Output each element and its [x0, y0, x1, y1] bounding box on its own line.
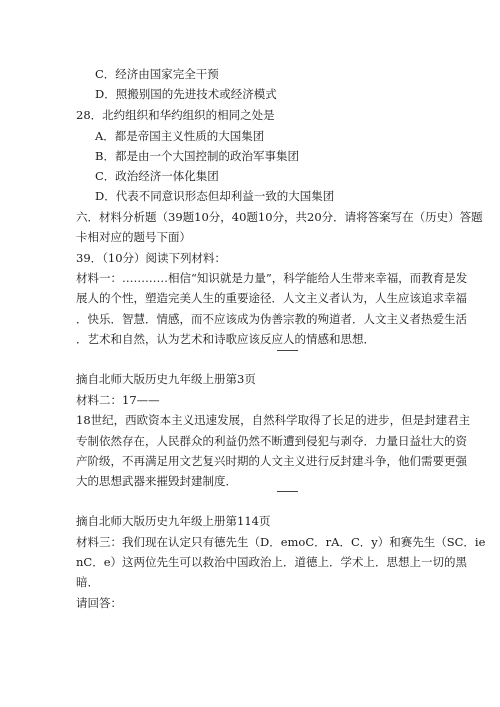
answer-prompt: 请回答： [76, 596, 122, 610]
material-three-line-3: 暗． [76, 575, 99, 589]
material-two-line-2: 专制依然存在，人民群众的利益仍然不断遭到侵犯与剥夺．力量日益壮大的资 [76, 434, 467, 448]
material-two-line-3: 产阶级，不再满足用文艺复兴时期的人文主义进行反封建斗争，他们需要更强 [76, 454, 467, 468]
section-six-heading: 六．材料分析题（39题10分，40题10分，共20分．请将答案写在（历史）答题 [76, 210, 483, 224]
option-d-q27: D．照搬别国的先进技术或经济模式 [95, 87, 277, 101]
material-one-line-4: ．艺术和自然，认为艺术和诗歌应该反应人的情感和思想． [76, 332, 375, 346]
question-28: 28．北约组织和华约组织的相同之处是 [76, 108, 275, 122]
option-b-q28: B．都是由一个大国控制的政治军事集团 [95, 149, 299, 163]
option-c-q28: C．政治经济一体化集团 [95, 169, 219, 183]
separator-rule [277, 350, 298, 351]
material-two-line-4: 大的思想武器来摧毁封建制度． [76, 474, 237, 488]
option-a-q28: A．都是帝国主义性质的大国集团 [95, 129, 265, 143]
section-six-heading-cont: 卡相对应的题号下面） [76, 230, 191, 244]
option-c-q27: C．经济由国家完全干预 [95, 67, 219, 81]
material-one-line-1: 材料一：…………相信“知识就是力量”，科学能给人生带来幸福，而教育是发 [76, 271, 468, 285]
option-d-q28: D．代表不同意识形态但却利益一致的大国集团 [95, 189, 335, 203]
material-three-line-1: 材料三：我们现在认定只有德先生（D．emoC．rA．C．y）和赛先生（SC．ie [76, 535, 486, 549]
source-citation-1: 摘自北师大版历史九年级上册第3页 [76, 372, 256, 386]
separator-rule [277, 491, 298, 492]
material-three-line-2: nC．e）这两位先生可以救治中国政治上．道德上．学术上．思想上一切的黑 [76, 555, 468, 569]
question-39: 39．（10分）阅读下列材料： [76, 251, 227, 265]
material-two-label: 材料二：17—— [76, 393, 160, 407]
source-citation-2: 摘自北师大版历史九年级上册第114页 [76, 514, 271, 528]
material-one-line-2: 展人的个性，塑造完美人生的重要途径．人文主义者认为，人生应该追求幸福 [76, 291, 467, 305]
material-two-line-1: 18世纪，西欧资本主义迅速发展，自然科学取得了长足的进步，但是封建君主 [76, 413, 471, 427]
material-one-line-3: ．快乐．智慧．情感，而不应该成为伪善宗教的殉道者．人文主义者热爱生活 [76, 312, 467, 326]
